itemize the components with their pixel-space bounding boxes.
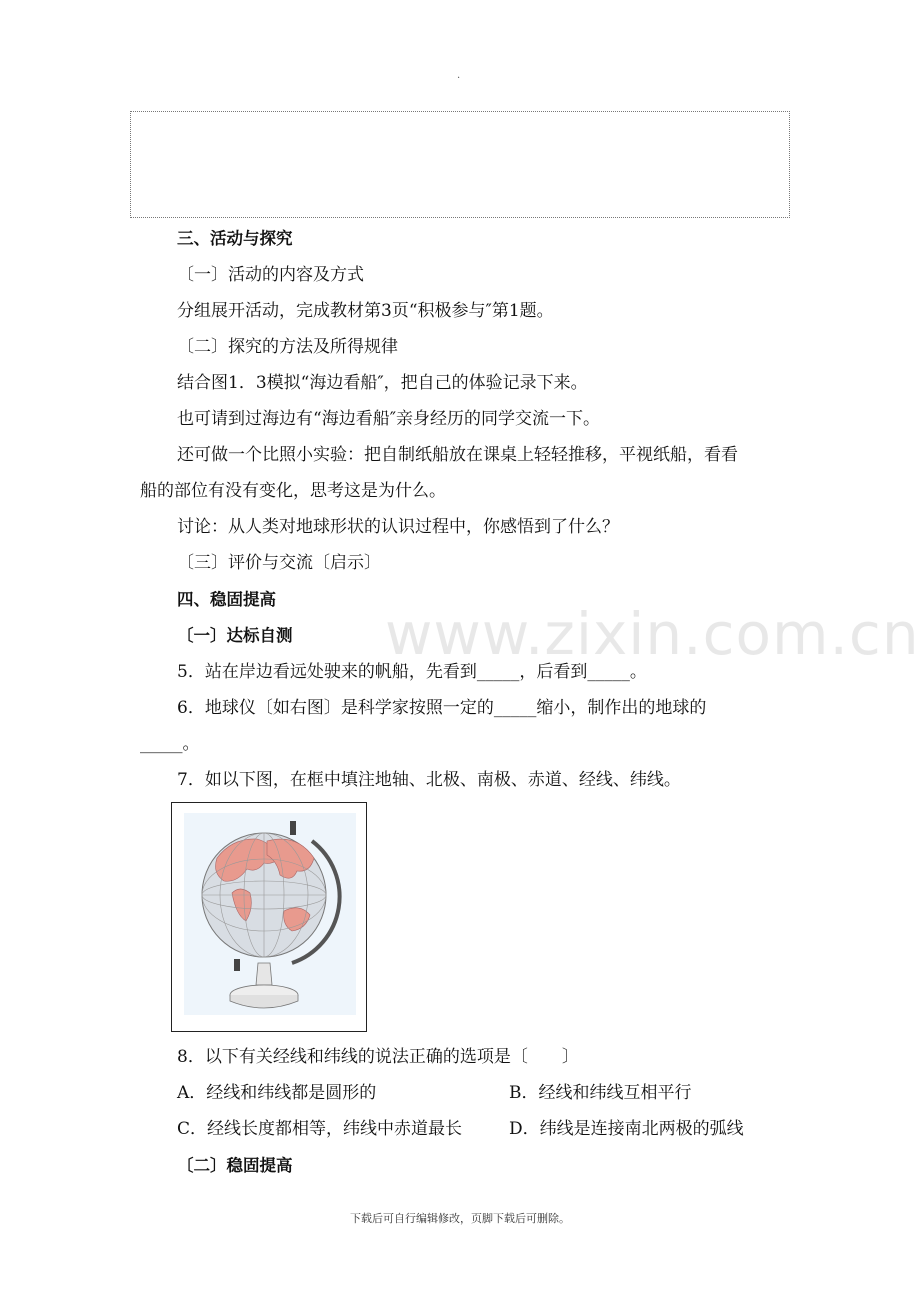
globe-figure	[171, 802, 367, 1032]
section-3-2-heading: 〔二〕探究的方法及所得规律	[177, 337, 398, 357]
section-3-2-paragraph-2: 也可请到过海边有“海边看船″亲身经历的同学交流一下。	[177, 409, 601, 429]
section-4-title: 四、稳固提高	[177, 590, 276, 609]
question-8-option-a: A．经线和纬线都是圆形的	[177, 1083, 377, 1103]
section-3-1-heading: 〔一〕活动的内容及方式	[177, 265, 364, 285]
question-8-option-b: B．经线和纬线互相平行	[509, 1083, 692, 1103]
header-dot: .	[457, 70, 461, 81]
section-3-title: 三、活动与探究	[177, 229, 293, 248]
section-4-1-heading: 〔一〕达标自测	[177, 626, 293, 645]
answer-box	[130, 111, 790, 218]
section-3-1-paragraph: 分组展开活动，完成教材第3页“积极参与″第1题。	[177, 301, 554, 321]
section-3-2-paragraph-3a: 还可做一个比照小实验：把自制纸船放在课桌上轻轻推移，平视纸船，看看	[177, 445, 738, 465]
globe-illustration	[172, 803, 366, 1031]
question-8-option-c: C．经线长度都相等，纬线中赤道最长	[177, 1119, 463, 1139]
question-5: 5．站在岸边看远处驶来的帆船，先看到_____，后看到_____。	[177, 662, 647, 682]
section-3-2-paragraph-1: 结合图1．3模拟“海边看船″，把自己的体验记录下来。	[177, 373, 588, 393]
question-7: 7．如以下图，在框中填注地轴、北极、南极、赤道、经线、纬线。	[177, 770, 681, 790]
section-3-3-heading: 〔三〕评价与交流〔启示〕	[177, 553, 381, 573]
section-3-2-paragraph-4: 讨论：从人类对地球形状的认识过程中，你感悟到了什么？	[177, 517, 619, 537]
question-6-line-1: 6．地球仪〔如右图〕是科学家按照一定的_____缩小，制作出的地球的	[177, 698, 707, 718]
page-footer: 下载后可自行编辑修改，页脚下载后可删除。	[350, 1212, 570, 1225]
question-6-line-2: _____。	[140, 734, 200, 754]
watermark: www.zixin.com.cn	[385, 600, 920, 668]
section-3-2-paragraph-3b: 船的部位有没有变化，思考这是为什么。	[140, 481, 446, 501]
question-8: 8．以下有关经线和纬线的说法正确的选项是〔 〕	[177, 1047, 579, 1067]
question-8-option-d: D．纬线是连接南北两极的弧线	[509, 1119, 744, 1139]
section-4-2-heading: 〔二〕稳固提高	[177, 1156, 293, 1175]
